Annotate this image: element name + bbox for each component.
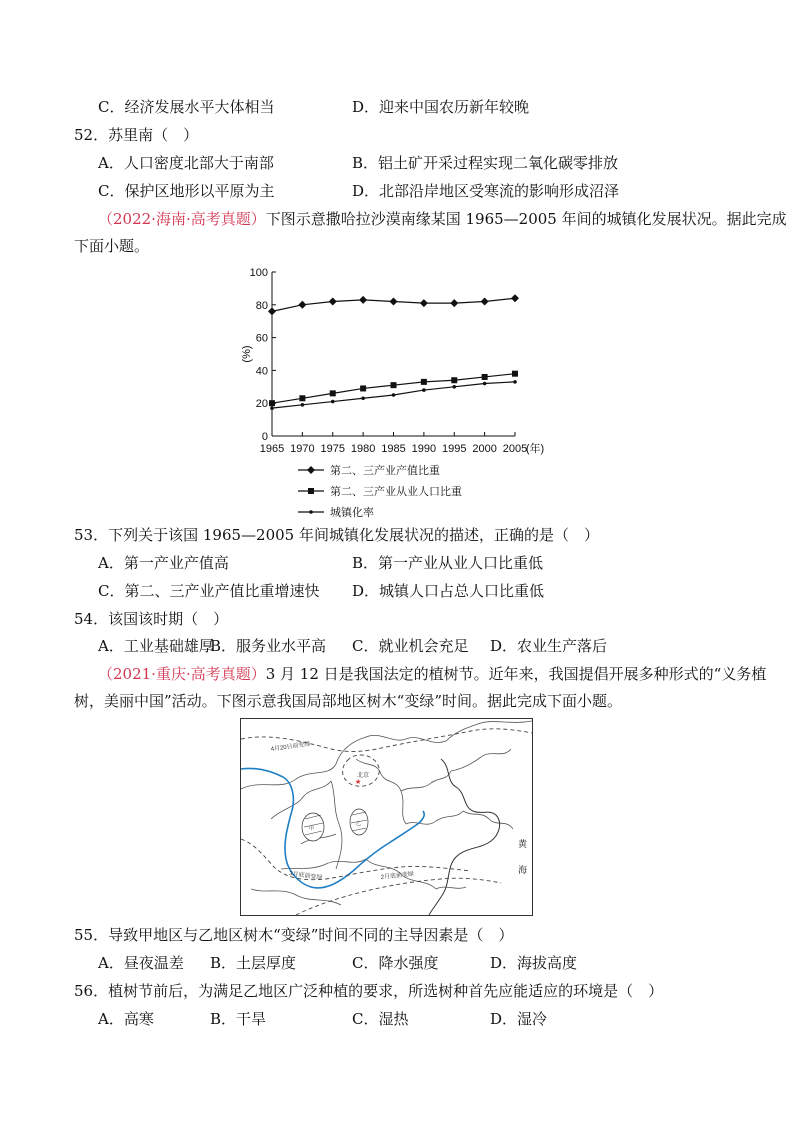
urbanization-line-chart xyxy=(230,262,570,522)
data-point-square xyxy=(451,377,457,383)
data-point-dot xyxy=(392,393,396,397)
map-label-jia: 甲 xyxy=(309,826,315,832)
q55-option-a: A．昼夜温差 xyxy=(98,954,184,972)
boundary-line xyxy=(401,771,451,791)
data-point-diamond xyxy=(420,299,428,307)
legend-marker-diamond xyxy=(307,466,315,474)
data-point-square xyxy=(330,390,336,396)
boundary-line xyxy=(436,887,466,889)
y-tick-label: 20 xyxy=(255,398,268,411)
data-point-dot xyxy=(301,403,305,407)
data-point-dot xyxy=(331,400,335,404)
legend-marker-square xyxy=(308,488,314,494)
legend-label: 第二、三产业从业人口比重 xyxy=(330,486,462,498)
data-point-dot xyxy=(483,382,487,386)
intro2-line2: 树，美丽中国”活动。下图示意我国局部地区树木“变绿”时间。据此完成下面小题。 xyxy=(74,692,623,710)
q55-option-c: C．降水强度 xyxy=(352,954,439,972)
y-tick-label: 0 xyxy=(261,431,268,443)
q54-option-c: C．就业机会充足 xyxy=(352,637,469,655)
x-tick-label: 2000 xyxy=(472,443,497,455)
legend-marker-dot xyxy=(309,510,313,514)
q56-option-b: B．干旱 xyxy=(210,1010,267,1028)
q54-stem: 54．该国该时期（ ） xyxy=(74,610,229,628)
intro1-source: （2022·海南·高考真题） xyxy=(98,210,266,228)
q52-option-d: D．北部沿岸地区受寒流的影响形成沼泽 xyxy=(352,182,620,200)
q55-stem: 55．导致甲地区与乙地区树木“变绿”时间不同的主导因素是（ ） xyxy=(74,926,514,944)
data-point-diamond xyxy=(359,296,367,304)
x-tick-label: 1995 xyxy=(442,443,467,455)
data-point-square xyxy=(421,379,427,385)
map-label-apr20: 4月20日前变绿 xyxy=(270,741,311,753)
tree-greening-map xyxy=(240,718,533,916)
y-tick-label: 100 xyxy=(249,267,268,279)
data-point-diamond xyxy=(481,298,489,306)
isoline-mar xyxy=(241,839,471,880)
x-tick-label: 1990 xyxy=(411,443,437,455)
data-point-square xyxy=(391,382,397,388)
q53-option-d: D．城镇人口占总人口比重低 xyxy=(352,582,545,600)
x-tick-label: 1965 xyxy=(259,443,285,455)
map-label-beijing: 北京 xyxy=(357,773,370,779)
q56-option-c: C．湿热 xyxy=(352,1010,409,1028)
intro2-line1 xyxy=(98,664,766,684)
x-tick-label: 1970 xyxy=(290,443,315,455)
data-point-dot xyxy=(452,385,456,389)
q54-option-d: D．农业生产落后 xyxy=(490,637,608,655)
q56-option-d: D．湿冷 xyxy=(490,1010,548,1028)
map-label-sea1: 黄 xyxy=(518,839,528,849)
boundary-line xyxy=(463,811,513,829)
data-point-diamond xyxy=(298,301,306,309)
map-label-yi: 乙 xyxy=(356,821,362,827)
data-point-diamond xyxy=(511,294,519,302)
y-axis-label: (%) xyxy=(241,345,253,363)
q55-option-b: B．土层厚度 xyxy=(210,954,297,972)
intro1-line2: 下面小题。 xyxy=(74,237,150,255)
x-tick-label: 1985 xyxy=(381,443,406,455)
y-tick-label: 80 xyxy=(255,299,268,312)
x-axis-unit: (年) xyxy=(525,443,545,455)
map-label-sea2: 海 xyxy=(518,865,528,875)
q54-option-a: A．工业基础雄厚 xyxy=(98,637,214,655)
series-line-square xyxy=(272,374,515,404)
data-point-square xyxy=(482,374,488,380)
q56-option-a: A．高寒 xyxy=(98,1010,154,1028)
intro1-line1 xyxy=(98,209,787,229)
q53-stem: 53．下列关于该国 1965—2005 年间城镇化发展状况的描述，正确的是（ ） xyxy=(74,526,599,544)
data-point-diamond xyxy=(390,298,398,306)
intro2-source: （2021·重庆·高考真题） xyxy=(98,665,266,683)
legend-label: 第二、三产业产值比重 xyxy=(330,465,440,477)
q53-option-c: C．第二、三产业产值比重增速快 xyxy=(98,582,320,600)
boundary-line xyxy=(406,811,463,824)
q53-option-b: B．第一产业从业人口比重低 xyxy=(352,554,544,572)
map-drawing xyxy=(241,719,532,915)
data-point-square xyxy=(269,400,275,406)
y-tick-label: 40 xyxy=(255,365,268,378)
data-point-diamond xyxy=(329,298,337,306)
boundary-line xyxy=(241,735,446,789)
q52-option-b: B．铝土矿开采过程实现二氧化碳零排放 xyxy=(352,154,619,172)
x-tick-label: 1980 xyxy=(350,443,376,455)
map-label-mar: 3月底前变绿 xyxy=(288,871,323,882)
data-point-diamond xyxy=(268,307,276,315)
isoline-feb xyxy=(296,878,501,915)
river-yellow-delta xyxy=(419,811,424,823)
q55-option-d: D．海拔高度 xyxy=(490,954,578,972)
q51-option-c: C．经济发展水平大体相当 xyxy=(98,98,275,116)
boundary-line xyxy=(271,781,331,819)
intro2-text: 3 月 12 日是我国法定的植树节。近年来，我国提倡开展多种形式的“义务植 xyxy=(265,665,767,683)
q54-option-b: B．服务业水平高 xyxy=(210,637,327,655)
boundary-line xyxy=(331,781,342,869)
q52-option-a: A．人口密度北部大于南部 xyxy=(98,154,274,172)
y-tick-label: 60 xyxy=(255,332,268,345)
data-point-diamond xyxy=(450,299,458,307)
q52-option-c: C．保护区地形以平原为主 xyxy=(98,182,275,200)
x-tick-label: 1975 xyxy=(320,443,345,455)
boundary-line xyxy=(251,889,341,905)
data-point-dot xyxy=(513,380,517,384)
beijing-star-icon: ★ xyxy=(355,779,362,786)
boundary-line xyxy=(281,859,366,869)
data-point-dot xyxy=(361,396,365,400)
data-point-dot xyxy=(422,388,426,392)
data-point-square xyxy=(512,371,518,377)
intro1-text: 下图示意撒哈拉沙漠南缘某国 1965—2005 年间的城镇化发展状况。据此完成 xyxy=(265,210,787,228)
data-point-square xyxy=(360,385,366,391)
river-yellow-north xyxy=(241,768,419,887)
q56-stem: 56．植树节前后，为满足乙地区广泛种植的要求，所选树种首先应能适应的环境是（ ） xyxy=(74,982,664,1000)
q53-option-a: A．第一产业产值高 xyxy=(98,554,229,572)
legend-label: 城镇化率 xyxy=(330,507,374,519)
data-point-square xyxy=(299,395,305,401)
map-label-feb: 2月底前变绿 xyxy=(380,871,415,881)
q52-stem: 52．苏里南（ ） xyxy=(74,126,199,144)
q51-option-d: D．迎来中国农历新年较晚 xyxy=(352,98,530,116)
coastline xyxy=(429,759,500,915)
data-point-dot xyxy=(270,406,274,410)
boundary-line xyxy=(451,749,511,771)
x-tick-label: 2005 xyxy=(502,443,528,455)
